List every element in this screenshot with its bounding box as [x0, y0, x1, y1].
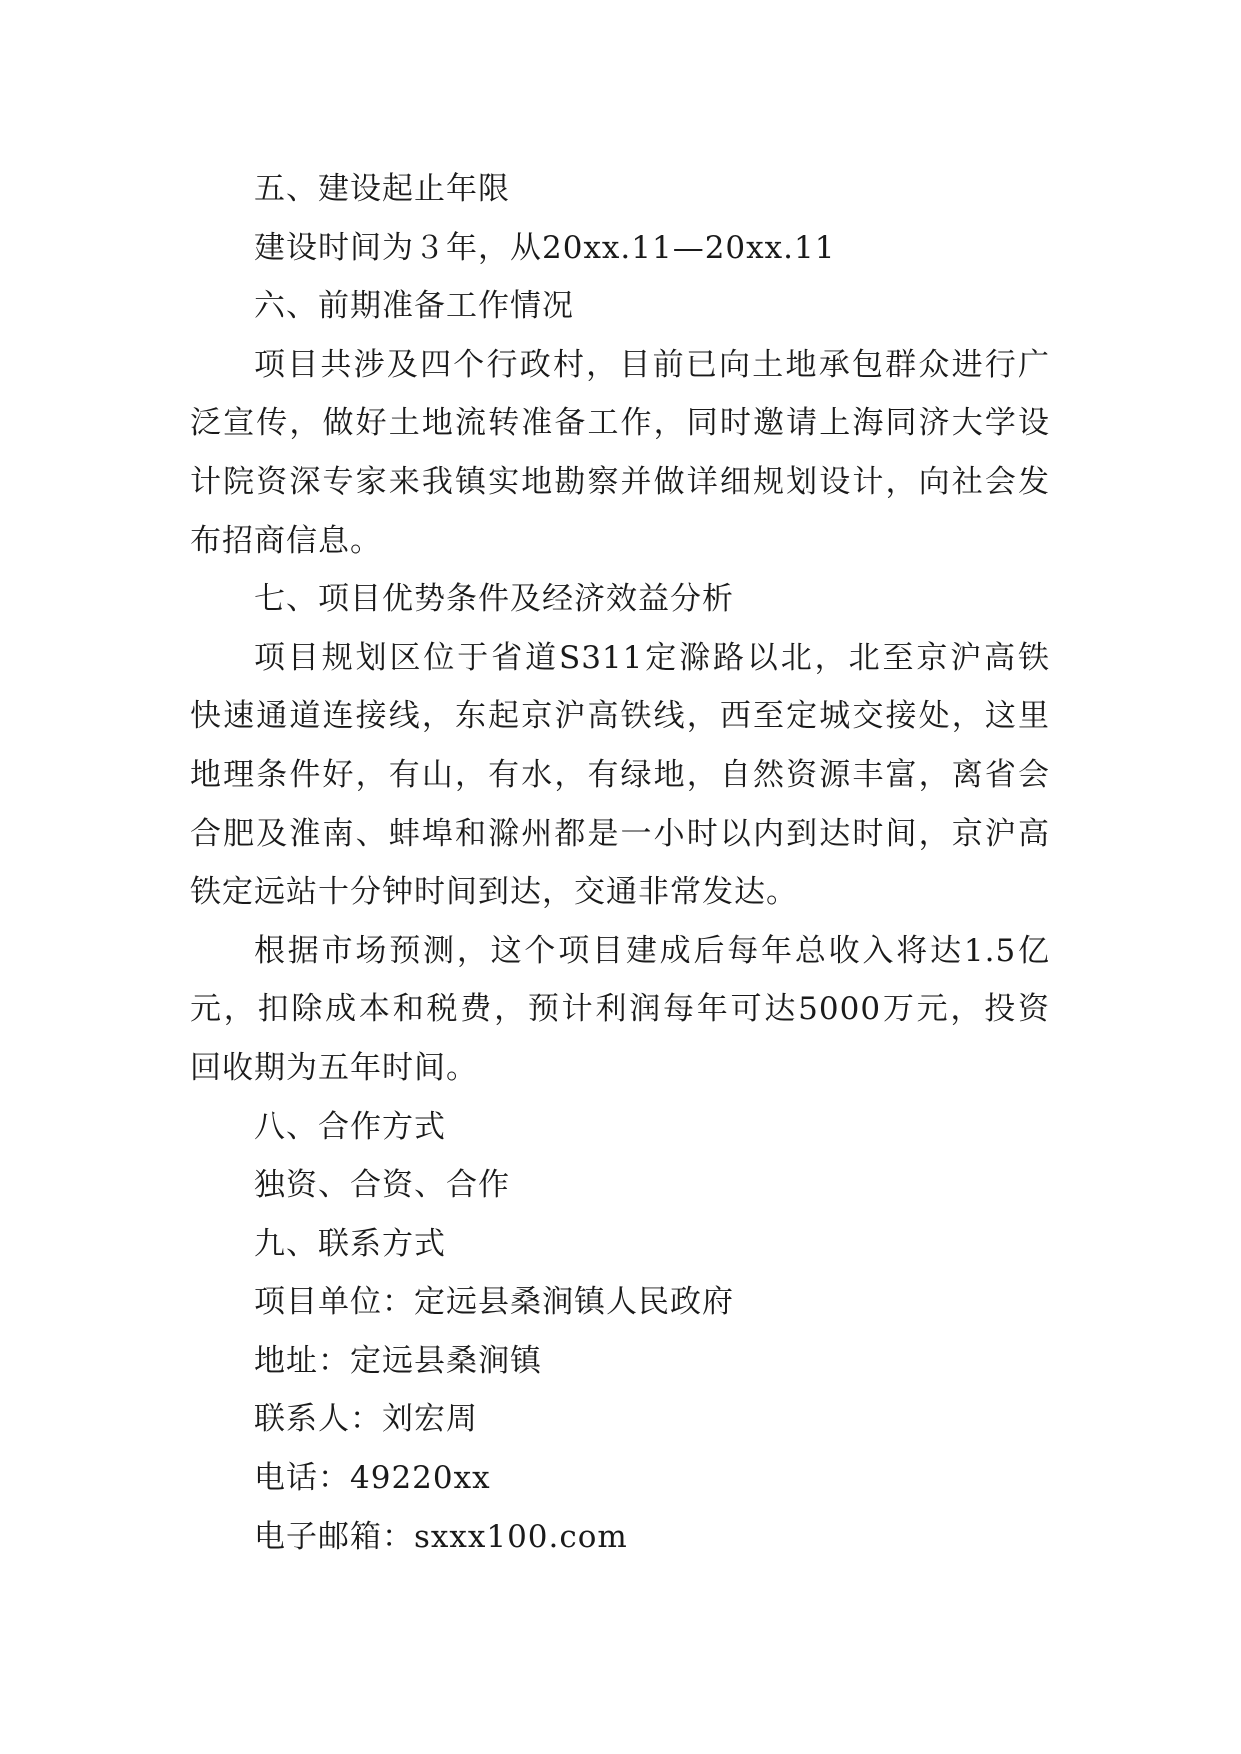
paragraph-line: 快速通道连接线，东起京沪高铁线，西至定城交接处，这里	[190, 698, 1050, 735]
paragraph-line: 回收期为五年时间。	[190, 1049, 478, 1086]
paragraph-line: 项目规划区位于省道S311定滁路以北，北至京沪高铁	[254, 639, 1050, 676]
paragraph-line: 项目共涉及四个行政村，目前已向土地承包群众进行广	[254, 346, 1050, 383]
contact-address: 地址：定远县桑涧镇	[254, 1342, 542, 1379]
contact-email: 电子邮箱：sxxx100.com	[254, 1518, 628, 1555]
section-7-paragraph-1	[190, 629, 1050, 922]
section-6-paragraph	[190, 336, 1050, 570]
paragraph-line: 元，扣除成本和税费，预计利润每年可达5000万元，投资	[190, 991, 1050, 1028]
section-6-heading: 六、前期准备工作情况	[254, 288, 574, 325]
section-8-body: 独资、合资、合作	[254, 1167, 510, 1204]
contact-person: 联系人：刘宏周	[254, 1401, 478, 1438]
paragraph-line: 根据市场预测，这个项目建成后每年总收入将达1.5亿	[254, 932, 1050, 969]
section-7-paragraph-2	[190, 922, 1050, 1098]
contact-phone: 电话：49220xx	[254, 1460, 491, 1497]
paragraph-line: 泛宣传，做好土地流转准备工作，同时邀请上海同济大学设	[190, 405, 1050, 442]
section-7-heading: 七、项目优势条件及经济效益分析	[254, 581, 734, 618]
paragraph-line: 铁定远站十分钟时间到达，交通非常发达。	[190, 874, 798, 911]
section-8-heading: 八、合作方式	[254, 1108, 446, 1145]
document-page	[190, 160, 1050, 1566]
paragraph-line: 计院资深专家来我镇实地勘察并做详细规划设计，向社会发	[190, 463, 1050, 500]
section-5-heading: 五、建设起止年限	[254, 171, 510, 207]
section-5-body: 建设时间为３年，从20xx.11—20xx.11	[254, 229, 836, 266]
paragraph-line: 合肥及淮南、蚌埠和滁州都是一小时以内到达时间，京沪高	[190, 815, 1050, 852]
contact-unit: 项目单位：定远县桑涧镇人民政府	[254, 1284, 734, 1321]
section-9-heading: 九、联系方式	[254, 1225, 446, 1262]
paragraph-line: 地理条件好，有山，有水，有绿地，自然资源丰富，离省会	[190, 756, 1050, 793]
paragraph-line: 布招商信息。	[190, 522, 382, 559]
